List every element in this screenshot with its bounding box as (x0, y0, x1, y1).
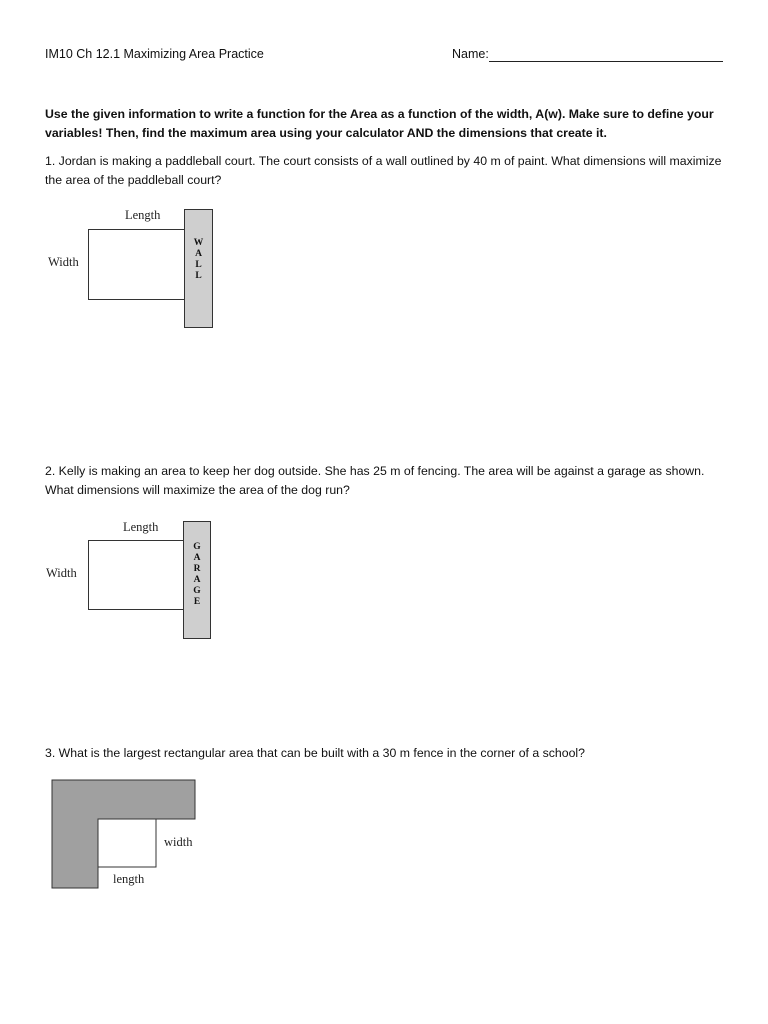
problem-1-text: 1. Jordan is making a paddleball court. The court consists of a wall outlined by 40 m of paint. What dimensions will maximize the area of the paddleball court? (45, 154, 722, 187)
garage-letter: G (193, 586, 201, 596)
instructions: Use the given information to write a function for the Area as a function of the width, A(w). Make sure to define your variables! Then, find the maximum area using your calculator AND the dimensions that create it. (45, 107, 714, 140)
wall-letter: L (195, 260, 202, 270)
name-label: Name: (452, 47, 489, 61)
school-corner-shape (50, 778, 250, 893)
wall-letter: L (195, 271, 202, 281)
length-label: Length (123, 520, 159, 534)
problem-3-text: 3. What is the largest rectangular area that can be built with a 30 m fence in the corner of a school? (45, 746, 586, 760)
wall-letter: W (193, 238, 204, 248)
fenced-area (98, 819, 156, 867)
garage-letter: R (193, 564, 201, 574)
worksheet-title: IM10 Ch 12.1 Maximizing Area Practice (45, 47, 264, 61)
wall (184, 209, 213, 328)
width-label: Width (46, 566, 77, 580)
garage-letter: A (193, 553, 201, 563)
problem-2-text: 2. Kelly is making an area to keep her dog outside. She has 25 m of fencing. The area will be against a garage as shown. What dimensions will maximize the area of the dog run? (45, 464, 705, 497)
name-line[interactable] (489, 61, 723, 62)
garage-letter: G (193, 542, 201, 552)
problem-3-diagram (50, 778, 250, 893)
problem-2-diagram (44, 516, 224, 641)
problem-1-diagram (44, 205, 224, 330)
length-label: length (113, 872, 145, 886)
width-label: width (164, 835, 193, 849)
garage-letter: E (193, 597, 201, 607)
length-label: Length (125, 208, 161, 222)
wall-letter: A (195, 249, 202, 259)
dog-run-rectangle (88, 540, 185, 610)
garage-letter: A (193, 575, 201, 585)
garage (183, 521, 211, 639)
court-rectangle (88, 229, 185, 300)
width-label: Width (48, 255, 79, 269)
